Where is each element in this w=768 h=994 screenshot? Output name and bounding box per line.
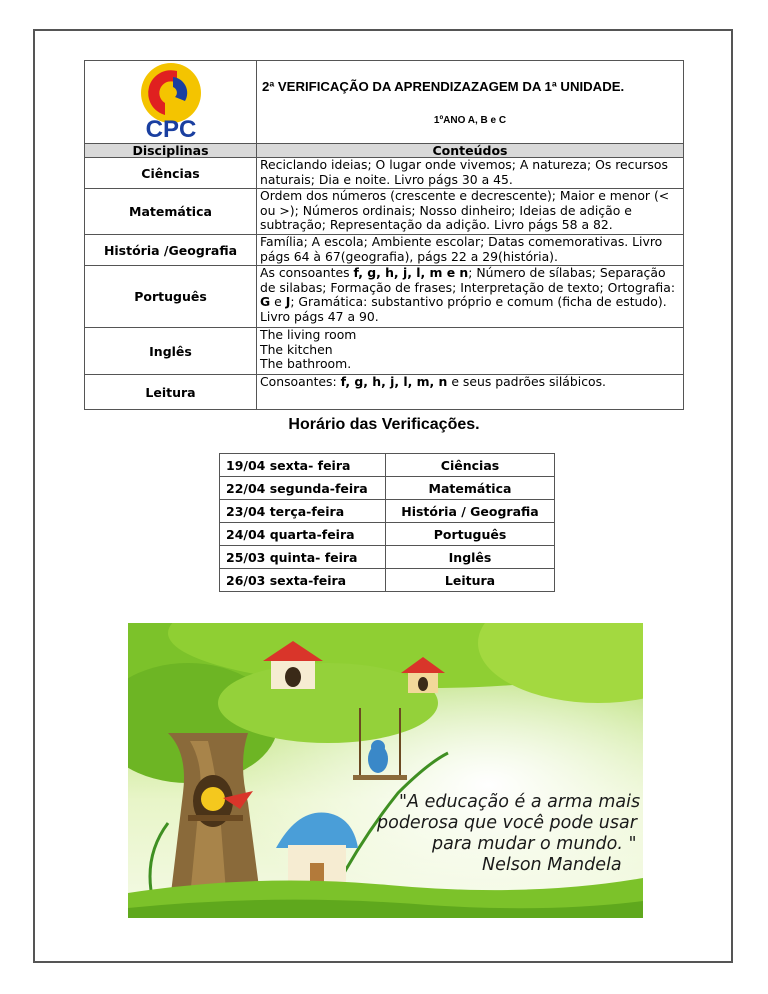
- schedule-subject: Inglês: [386, 546, 555, 569]
- content-cell: The living room The kitchen The bathroom.: [257, 328, 684, 375]
- schedule-date: 26/03 sexta-feira: [220, 569, 386, 592]
- schedule-title: Horário das Verificações.: [288, 416, 480, 433]
- table-row: [85, 375, 684, 410]
- schedule-subject: Ciências: [386, 454, 555, 477]
- schedule-row: [220, 569, 555, 592]
- header-title: 2ª VERIFICAÇÃO DA APRENDIZAZAGEM DA 1ª UNIDADE.: [262, 79, 625, 94]
- schedule-date: 19/04 sexta- feira: [220, 454, 386, 477]
- schedule-subject: Matemática: [386, 477, 555, 500]
- schedule-date: 24/04 quarta-feira: [220, 523, 386, 546]
- schedule-table: [219, 453, 555, 592]
- table-row: [85, 235, 684, 266]
- quote-line: poderosa que você pode usar: [377, 813, 637, 833]
- content-cell: Reciclando ideias; O lugar onde vivemos; A natureza; Os recursos naturais; Dia e noite. Livro págs 30 a 45.: [257, 158, 684, 189]
- subject-cell: Português: [85, 266, 257, 328]
- cpc-logo: [85, 61, 257, 139]
- table-row: [85, 328, 684, 375]
- schedule-date: 25/03 quinta- feira: [220, 546, 386, 569]
- schedule-row: [220, 477, 555, 500]
- logo-text: CPC: [145, 116, 197, 139]
- content-cell: Ordem dos números (crescente e decrescente); Maior e menor (< ou >); Números ordinais; Nosso dinheiro; Ideias de adição e subtração; Representação da adição. Livro págs 58 a 82.: [257, 189, 684, 235]
- quote-author: Nelson Mandela: [482, 855, 622, 875]
- subject-cell: Matemática: [85, 189, 257, 235]
- header-subtitle: 1ºANO A, B e C: [433, 115, 507, 126]
- subject-cell: Inglês: [85, 328, 257, 375]
- table-row: [85, 189, 684, 235]
- table-row: [85, 158, 684, 189]
- subject-cell: História /Geografia: [85, 235, 257, 266]
- col-discipline-header: Disciplinas: [85, 144, 257, 158]
- schedule-date: 23/04 terça-feira: [220, 500, 386, 523]
- content-cell: Família; A escola; Ambiente escolar; Datas comemorativas. Livro págs 64 à 67(geografia), págs 22 a 29(história).: [257, 235, 684, 266]
- content-table: [84, 60, 684, 410]
- subject-cell: Leitura: [85, 375, 257, 410]
- illustration: [128, 623, 643, 918]
- quote-line: para mudar o mundo. ": [432, 834, 637, 854]
- schedule-row: [220, 546, 555, 569]
- schedule-row: [220, 500, 555, 523]
- table-row: [85, 266, 684, 328]
- schedule-row: [220, 454, 555, 477]
- schedule-subject: Português: [386, 523, 555, 546]
- col-content-header: Conteúdos: [257, 144, 684, 158]
- quote-line: "A educação é a arma mais: [399, 792, 641, 812]
- header-cell: [257, 61, 684, 144]
- logo-cell: [85, 61, 257, 144]
- schedule-row: [220, 523, 555, 546]
- schedule-subject: História / Geografia: [386, 500, 555, 523]
- schedule-date: 22/04 segunda-feira: [220, 477, 386, 500]
- schedule-subject: Leitura: [386, 569, 555, 592]
- content-cell: As consoantes f, g, h, j, l, m e n; Número de sílabas; Separação de silabas; Formação de frases; Interpretação de texto; Ortografia: G e J; Gramática: substantivo próprio e comum (ficha de estudo). Livro págs 47 a 90.: [257, 266, 684, 328]
- content-cell: Consoantes: f, g, h, j, l, m, n e seus padrões silábicos.: [257, 375, 684, 410]
- subject-cell: Ciências: [85, 158, 257, 189]
